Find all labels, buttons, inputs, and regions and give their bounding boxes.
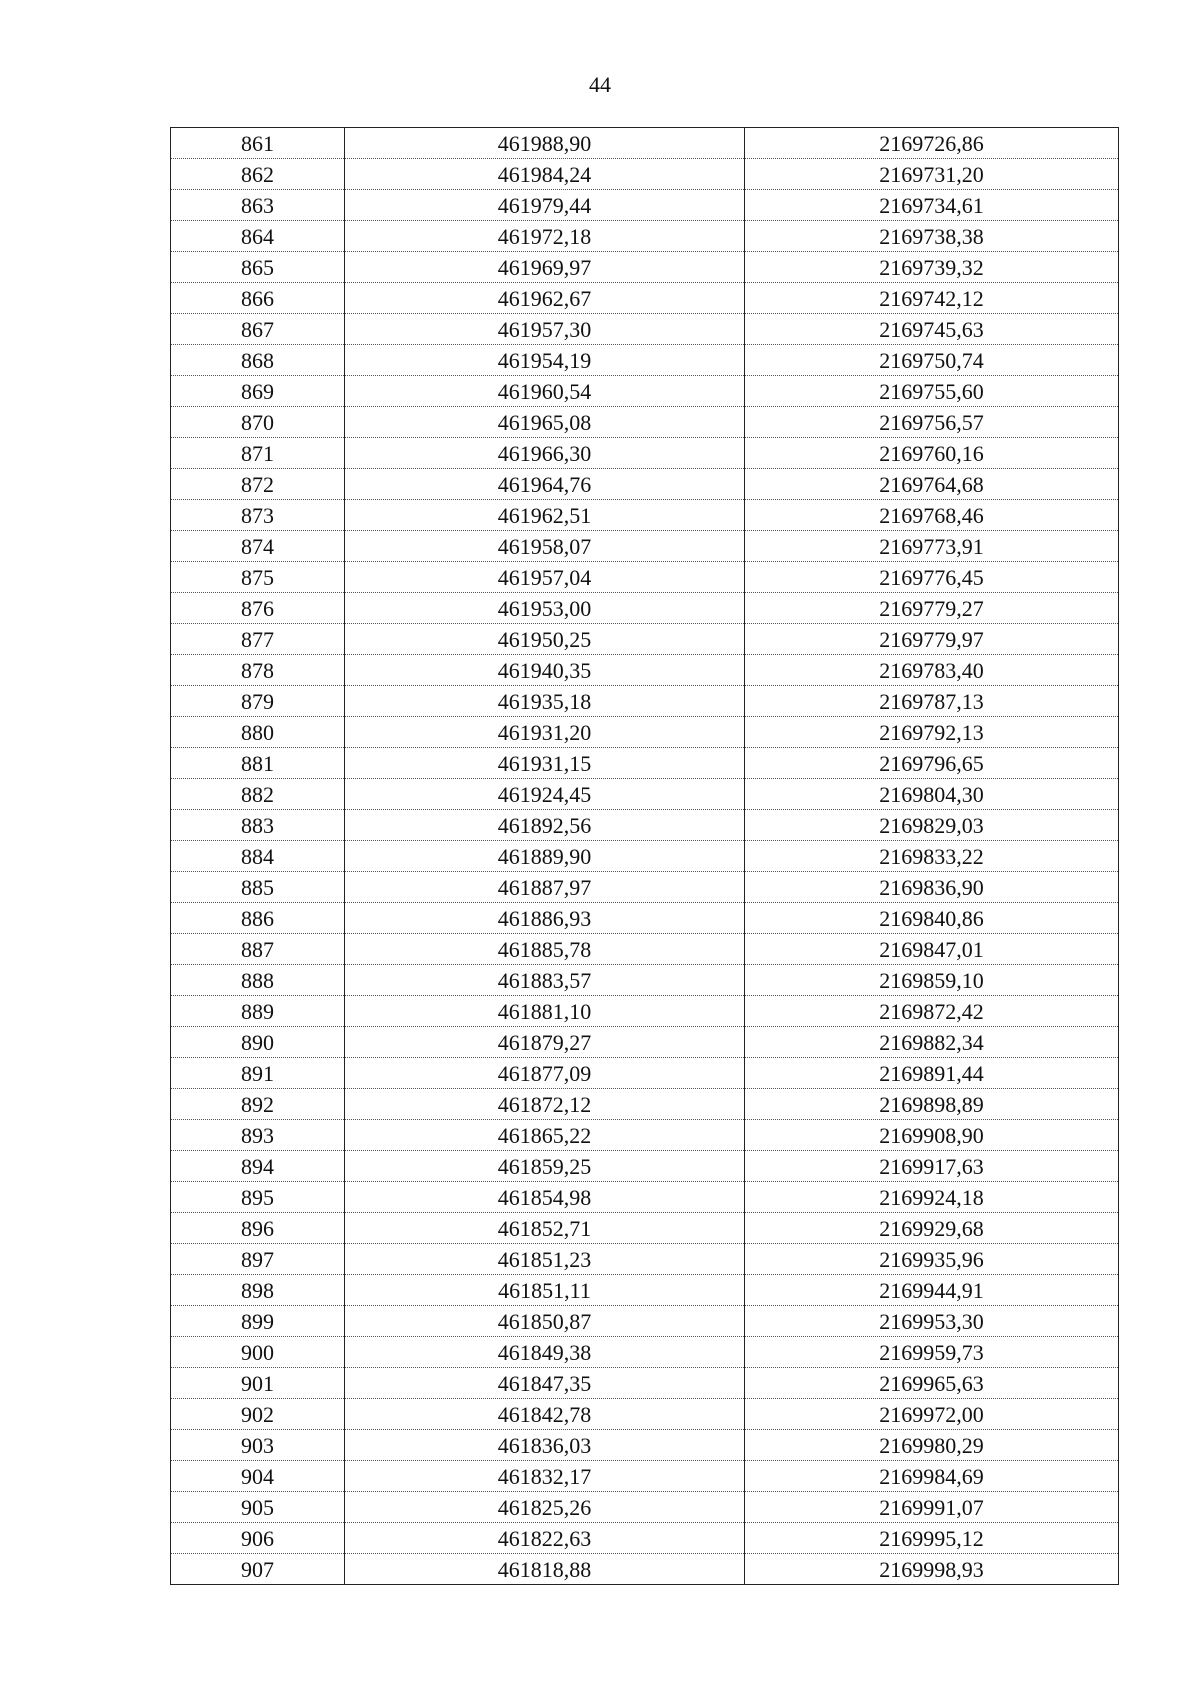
point-number-cell: 896: [171, 1213, 345, 1244]
table-row: [171, 624, 1119, 655]
table-row: [171, 748, 1119, 779]
table-row: [171, 531, 1119, 562]
point-number-cell: 871: [171, 438, 345, 469]
point-number-cell: 885: [171, 872, 345, 903]
y-coordinate-cell: 2169908,90: [745, 1120, 1119, 1151]
y-coordinate-cell: 2169745,63: [745, 314, 1119, 345]
point-number-cell: 872: [171, 469, 345, 500]
x-coordinate-cell: 461964,76: [345, 469, 745, 500]
x-coordinate-cell: 461854,98: [345, 1182, 745, 1213]
table-row: [171, 345, 1119, 376]
y-coordinate-cell: 2169760,16: [745, 438, 1119, 469]
table-row: [171, 1399, 1119, 1430]
table-row: [171, 1151, 1119, 1182]
point-number-cell: 880: [171, 717, 345, 748]
x-coordinate-cell: 461966,30: [345, 438, 745, 469]
x-coordinate-cell: 461924,45: [345, 779, 745, 810]
x-coordinate-cell: 461847,35: [345, 1368, 745, 1399]
x-coordinate-cell: 461962,67: [345, 283, 745, 314]
x-coordinate-cell: 461851,23: [345, 1244, 745, 1275]
y-coordinate-cell: 2169980,29: [745, 1430, 1119, 1461]
y-coordinate-cell: 2169929,68: [745, 1213, 1119, 1244]
x-coordinate-cell: 461954,19: [345, 345, 745, 376]
y-coordinate-cell: 2169991,07: [745, 1492, 1119, 1523]
point-number-cell: 900: [171, 1337, 345, 1368]
table-row: [171, 996, 1119, 1027]
point-number-cell: 873: [171, 500, 345, 531]
point-number-cell: 888: [171, 965, 345, 996]
table-row: [171, 1554, 1119, 1585]
point-number-cell: 884: [171, 841, 345, 872]
point-number-cell: 874: [171, 531, 345, 562]
table-row: [171, 190, 1119, 221]
point-number-cell: 904: [171, 1461, 345, 1492]
y-coordinate-cell: 2169768,46: [745, 500, 1119, 531]
x-coordinate-cell: 461979,44: [345, 190, 745, 221]
coordinates-table-body: [171, 128, 1119, 1585]
x-coordinate-cell: 461879,27: [345, 1027, 745, 1058]
table-row: [171, 965, 1119, 996]
point-number-cell: 886: [171, 903, 345, 934]
x-coordinate-cell: 461965,08: [345, 407, 745, 438]
x-coordinate-cell: 461836,03: [345, 1430, 745, 1461]
point-number-cell: 892: [171, 1089, 345, 1120]
y-coordinate-cell: 2169984,69: [745, 1461, 1119, 1492]
y-coordinate-cell: 2169773,91: [745, 531, 1119, 562]
table-row: [171, 903, 1119, 934]
table-row: [171, 283, 1119, 314]
point-number-cell: 877: [171, 624, 345, 655]
point-number-cell: 866: [171, 283, 345, 314]
table-row: [171, 1244, 1119, 1275]
y-coordinate-cell: 2169792,13: [745, 717, 1119, 748]
point-number-cell: 905: [171, 1492, 345, 1523]
y-coordinate-cell: 2169829,03: [745, 810, 1119, 841]
point-number-cell: 887: [171, 934, 345, 965]
y-coordinate-cell: 2169742,12: [745, 283, 1119, 314]
x-coordinate-cell: 461962,51: [345, 500, 745, 531]
point-number-cell: 902: [171, 1399, 345, 1430]
point-number-cell: 903: [171, 1430, 345, 1461]
y-coordinate-cell: 2169965,63: [745, 1368, 1119, 1399]
table-row: [171, 1182, 1119, 1213]
point-number-cell: 891: [171, 1058, 345, 1089]
page-number: 44: [589, 72, 611, 97]
point-number-cell: 861: [171, 128, 345, 159]
coordinates-table: [170, 127, 1119, 1585]
y-coordinate-cell: 2169898,89: [745, 1089, 1119, 1120]
y-coordinate-cell: 2169924,18: [745, 1182, 1119, 1213]
table-row: [171, 1523, 1119, 1554]
y-coordinate-cell: 2169959,73: [745, 1337, 1119, 1368]
table-row: [171, 221, 1119, 252]
table-row: [171, 376, 1119, 407]
x-coordinate-cell: 461859,25: [345, 1151, 745, 1182]
table-row: [171, 1368, 1119, 1399]
point-number-cell: 878: [171, 655, 345, 686]
table-row: [171, 159, 1119, 190]
x-coordinate-cell: 461825,26: [345, 1492, 745, 1523]
table-row: [171, 252, 1119, 283]
table-row: [171, 1213, 1119, 1244]
x-coordinate-cell: 461935,18: [345, 686, 745, 717]
y-coordinate-cell: 2169935,96: [745, 1244, 1119, 1275]
x-coordinate-cell: 461953,00: [345, 593, 745, 624]
y-coordinate-cell: 2169755,60: [745, 376, 1119, 407]
point-number-cell: 882: [171, 779, 345, 810]
point-number-cell: 907: [171, 1554, 345, 1585]
x-coordinate-cell: 461957,04: [345, 562, 745, 593]
y-coordinate-cell: 2169872,42: [745, 996, 1119, 1027]
x-coordinate-cell: 461885,78: [345, 934, 745, 965]
table-row: [171, 717, 1119, 748]
point-number-cell: 898: [171, 1275, 345, 1306]
table-row: [171, 1461, 1119, 1492]
y-coordinate-cell: 2169787,13: [745, 686, 1119, 717]
y-coordinate-cell: 2169953,30: [745, 1306, 1119, 1337]
point-number-cell: 899: [171, 1306, 345, 1337]
y-coordinate-cell: 2169738,38: [745, 221, 1119, 252]
x-coordinate-cell: 461892,56: [345, 810, 745, 841]
point-number-cell: 879: [171, 686, 345, 717]
point-number-cell: 864: [171, 221, 345, 252]
x-coordinate-cell: 461988,90: [345, 128, 745, 159]
y-coordinate-cell: 2169804,30: [745, 779, 1119, 810]
y-coordinate-cell: 2169998,93: [745, 1554, 1119, 1585]
y-coordinate-cell: 2169756,57: [745, 407, 1119, 438]
y-coordinate-cell: 2169847,01: [745, 934, 1119, 965]
point-number-cell: 867: [171, 314, 345, 345]
table-row: [171, 1430, 1119, 1461]
x-coordinate-cell: 461960,54: [345, 376, 745, 407]
x-coordinate-cell: 461969,97: [345, 252, 745, 283]
y-coordinate-cell: 2169840,86: [745, 903, 1119, 934]
x-coordinate-cell: 461984,24: [345, 159, 745, 190]
table-row: [171, 562, 1119, 593]
y-coordinate-cell: 2169995,12: [745, 1523, 1119, 1554]
x-coordinate-cell: 461850,87: [345, 1306, 745, 1337]
table-row: [171, 934, 1119, 965]
x-coordinate-cell: 461958,07: [345, 531, 745, 562]
x-coordinate-cell: 461886,93: [345, 903, 745, 934]
point-number-cell: 876: [171, 593, 345, 624]
y-coordinate-cell: 2169739,32: [745, 252, 1119, 283]
table-row: [171, 1492, 1119, 1523]
x-coordinate-cell: 461872,12: [345, 1089, 745, 1120]
table-row: [171, 810, 1119, 841]
table-row: [171, 1027, 1119, 1058]
x-coordinate-cell: 461822,63: [345, 1523, 745, 1554]
y-coordinate-cell: 2169917,63: [745, 1151, 1119, 1182]
x-coordinate-cell: 461832,17: [345, 1461, 745, 1492]
table-row: [171, 872, 1119, 903]
table-row: [171, 500, 1119, 531]
table-row: [171, 593, 1119, 624]
point-number-cell: 881: [171, 748, 345, 779]
x-coordinate-cell: 461818,88: [345, 1554, 745, 1585]
x-coordinate-cell: 461849,38: [345, 1337, 745, 1368]
y-coordinate-cell: 2169726,86: [745, 128, 1119, 159]
point-number-cell: 875: [171, 562, 345, 593]
y-coordinate-cell: 2169750,74: [745, 345, 1119, 376]
x-coordinate-cell: 461883,57: [345, 965, 745, 996]
x-coordinate-cell: 461950,25: [345, 624, 745, 655]
point-number-cell: 862: [171, 159, 345, 190]
x-coordinate-cell: 461865,22: [345, 1120, 745, 1151]
table-row: [171, 128, 1119, 159]
point-number-cell: 868: [171, 345, 345, 376]
y-coordinate-cell: 2169764,68: [745, 469, 1119, 500]
table-row: [171, 407, 1119, 438]
table-row: [171, 1058, 1119, 1089]
y-coordinate-cell: 2169779,97: [745, 624, 1119, 655]
point-number-cell: 883: [171, 810, 345, 841]
point-number-cell: 893: [171, 1120, 345, 1151]
x-coordinate-cell: 461842,78: [345, 1399, 745, 1430]
y-coordinate-cell: 2169731,20: [745, 159, 1119, 190]
x-coordinate-cell: 461881,10: [345, 996, 745, 1027]
point-number-cell: 894: [171, 1151, 345, 1182]
table-row: [171, 1306, 1119, 1337]
y-coordinate-cell: 2169836,90: [745, 872, 1119, 903]
x-coordinate-cell: 461957,30: [345, 314, 745, 345]
x-coordinate-cell: 461931,15: [345, 748, 745, 779]
x-coordinate-cell: 461877,09: [345, 1058, 745, 1089]
point-number-cell: 895: [171, 1182, 345, 1213]
table-row: [171, 686, 1119, 717]
y-coordinate-cell: 2169859,10: [745, 965, 1119, 996]
y-coordinate-cell: 2169783,40: [745, 655, 1119, 686]
table-row: [171, 1120, 1119, 1151]
y-coordinate-cell: 2169944,91: [745, 1275, 1119, 1306]
x-coordinate-cell: 461931,20: [345, 717, 745, 748]
point-number-cell: 906: [171, 1523, 345, 1554]
table-row: [171, 779, 1119, 810]
y-coordinate-cell: 2169776,45: [745, 562, 1119, 593]
table-row: [171, 438, 1119, 469]
y-coordinate-cell: 2169972,00: [745, 1399, 1119, 1430]
y-coordinate-cell: 2169882,34: [745, 1027, 1119, 1058]
y-coordinate-cell: 2169796,65: [745, 748, 1119, 779]
y-coordinate-cell: 2169833,22: [745, 841, 1119, 872]
point-number-cell: 865: [171, 252, 345, 283]
y-coordinate-cell: 2169779,27: [745, 593, 1119, 624]
table-row: [171, 841, 1119, 872]
point-number-cell: 897: [171, 1244, 345, 1275]
table-row: [171, 1089, 1119, 1120]
point-number-cell: 869: [171, 376, 345, 407]
point-number-cell: 890: [171, 1027, 345, 1058]
table-row: [171, 1337, 1119, 1368]
table-row: [171, 655, 1119, 686]
x-coordinate-cell: 461852,71: [345, 1213, 745, 1244]
y-coordinate-cell: 2169734,61: [745, 190, 1119, 221]
point-number-cell: 889: [171, 996, 345, 1027]
x-coordinate-cell: 461972,18: [345, 221, 745, 252]
point-number-cell: 863: [171, 190, 345, 221]
x-coordinate-cell: 461851,11: [345, 1275, 745, 1306]
y-coordinate-cell: 2169891,44: [745, 1058, 1119, 1089]
x-coordinate-cell: 461889,90: [345, 841, 745, 872]
point-number-cell: 870: [171, 407, 345, 438]
x-coordinate-cell: 461887,97: [345, 872, 745, 903]
point-number-cell: 901: [171, 1368, 345, 1399]
table-row: [171, 314, 1119, 345]
x-coordinate-cell: 461940,35: [345, 655, 745, 686]
table-row: [171, 469, 1119, 500]
table-row: [171, 1275, 1119, 1306]
